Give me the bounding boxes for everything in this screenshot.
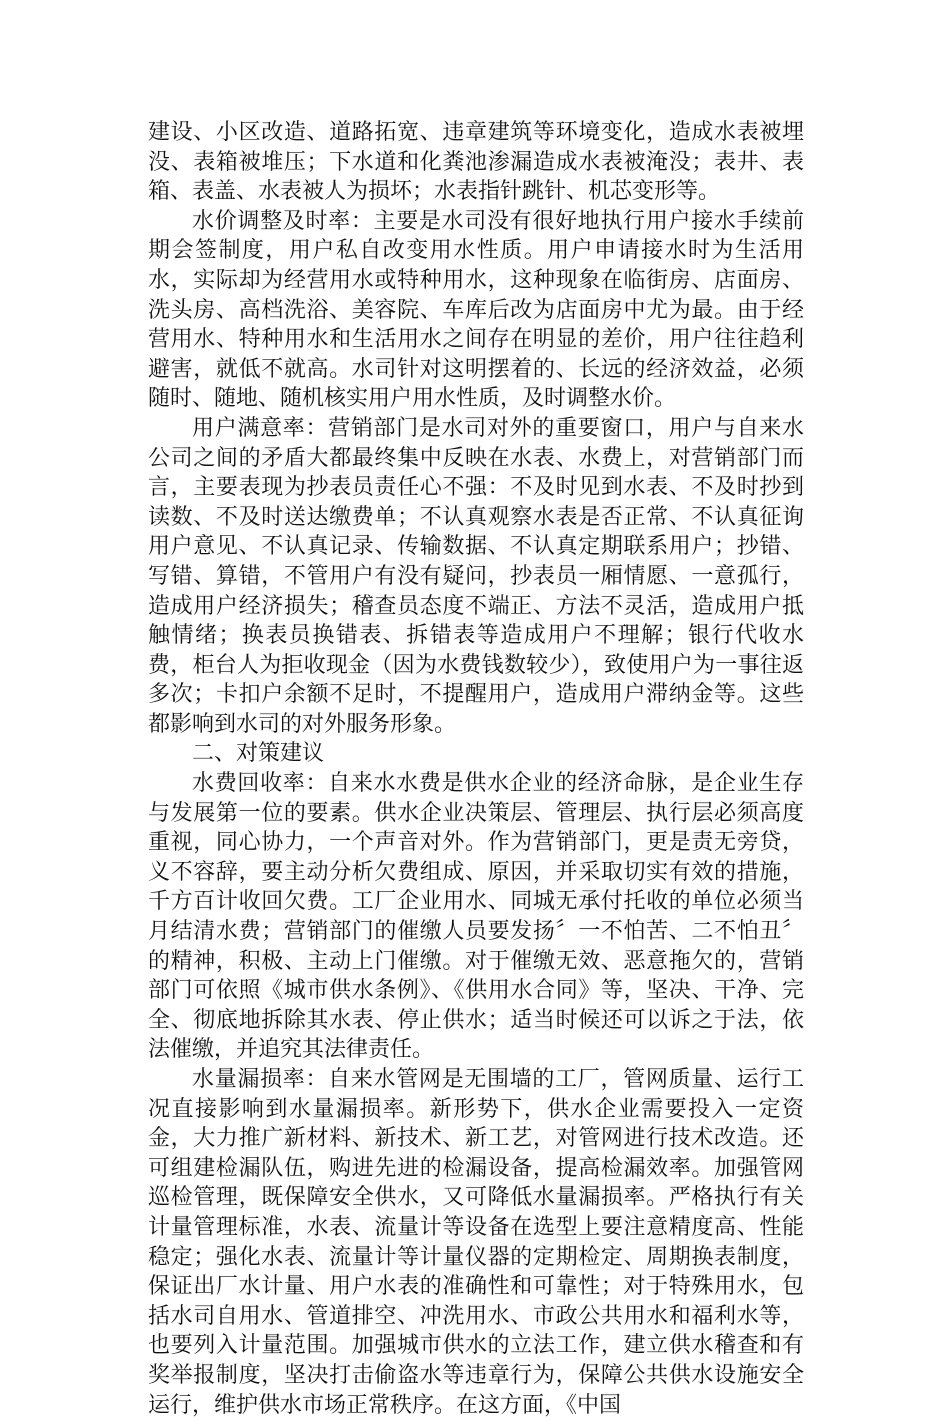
paragraph-water-price-adjustment: 水价调整及时率：主要是水司没有很好地执行用户接水手续前期会签制度，用户私自改变用水性质。用户申请接水时为生活用水，实际却为经营用水或特种用水，这种现象在临街房、店面房、洗头房、高档洗浴、美容院、车库后改为店面房中尤为最。由于经营用水、特种用水和生活用水之间存在明显的差价，用户往往趋利避害，就低不就高。水司针对这明摆着的、长远的经济效益，必须随时、随地、随机核实用户用水性质，及时调整水价。	[148, 208, 804, 412]
paragraph-water-leakage: 水量漏损率：自来水管网是无围墙的工厂，管网质量、运行工况直接影响到水量漏损率。新形势下，供水企业需要投入一定资金，大力推广新材料、新技术、新工艺，对管网进行技术改造。还可组建检漏队伍，购进先进的检漏设备，提高检漏效率。加强管网巡检管理，既保障安全供水，又可降低水量漏损率。严格执行有关计量管理标准，水表、流量计等设备在选型上要注意精度高、性能稳定；强化水表、流量计等计量仪器的定期检定、周期换表制度，保证出厂水计量、用户水表的准确性和可靠性；对于特殊用水，包括水司自用水、管道排空、冲洗用水、市政公共用水和福利水等，也要列入计量范围。加强城市供水的立法工作，建立供水稽查和有奖举报制度，坚决打击偷盗水等违章行为，保障公共供水设施安全运行，维护供水市场正常秩序。在这方面，《中国	[148, 1067, 804, 1418]
document-body	[148, 118, 804, 1420]
paragraph-continued: 建设、小区改造、道路拓宽、违章建筑等环境变化，造成水表被埋没、表箱被堆压；下水道和化粪池渗漏造成水表被淹没；表井、表箱、表盖、水表被人为损坏；水表指针跳针、机芯变形等。	[148, 120, 804, 205]
paragraph-user-satisfaction: 用户满意率：营销部门是水司对外的重要窗口，用户与自来水公司之间的矛盾大都最终集中反映在水表、水费上，对营销部门而言，主要表现为抄表员责任心不强：不及时见到水表、不及时抄到读数、不及时送达缴费单；不认真观察水表是否正常、不认真征询用户意见、不认真记录、传输数据、不认真定期联系用户；抄错、写错、算错，不管用户有没有疑问，抄表员一厢情愿、一意孤行，造成用户经济损失；稽查员态度不端正、方法不灵活，造成用户抵触情绪；换表员换错表、拆错表等造成用户不理解；银行代收水费，柜台人为拒收现金（因为水费钱数较少），致使用户为一事往返多次；卡扣户余额不足时，不提醒用户，造成用户滞纳金等。这些都影响到水司的对外服务形象。	[148, 415, 804, 737]
paragraph-fee-collection: 水费回收率：自来水水费是供水企业的经济命脉，是企业生存与发展第一位的要素。供水企业决策层、管理层、执行层必须高度重视，同心协力，一个声音对外。作为营销部门，更是责无旁贷，义不容辞，要主动分析欠费组成、原因，并采取切实有效的措施，千方百计收回欠费。工厂企业用水、同城无承付托收的单位必须当月结清水费；营销部门的催缴人员要发扬〞一不怕苦、二不怕丑〞的精神，积极、主动上门催缴。对于催缴无效、恶意拖欠的，营销部门可依照《城市供水条例》、《供用水合同》等，坚决、干净、完全、彻底地拆除其水表、停止供水；适当时候还可以诉之于法，依法催缴，并追究其法律责任。	[148, 771, 804, 1063]
section-heading-countermeasures: 二、对策建议	[192, 741, 325, 767]
